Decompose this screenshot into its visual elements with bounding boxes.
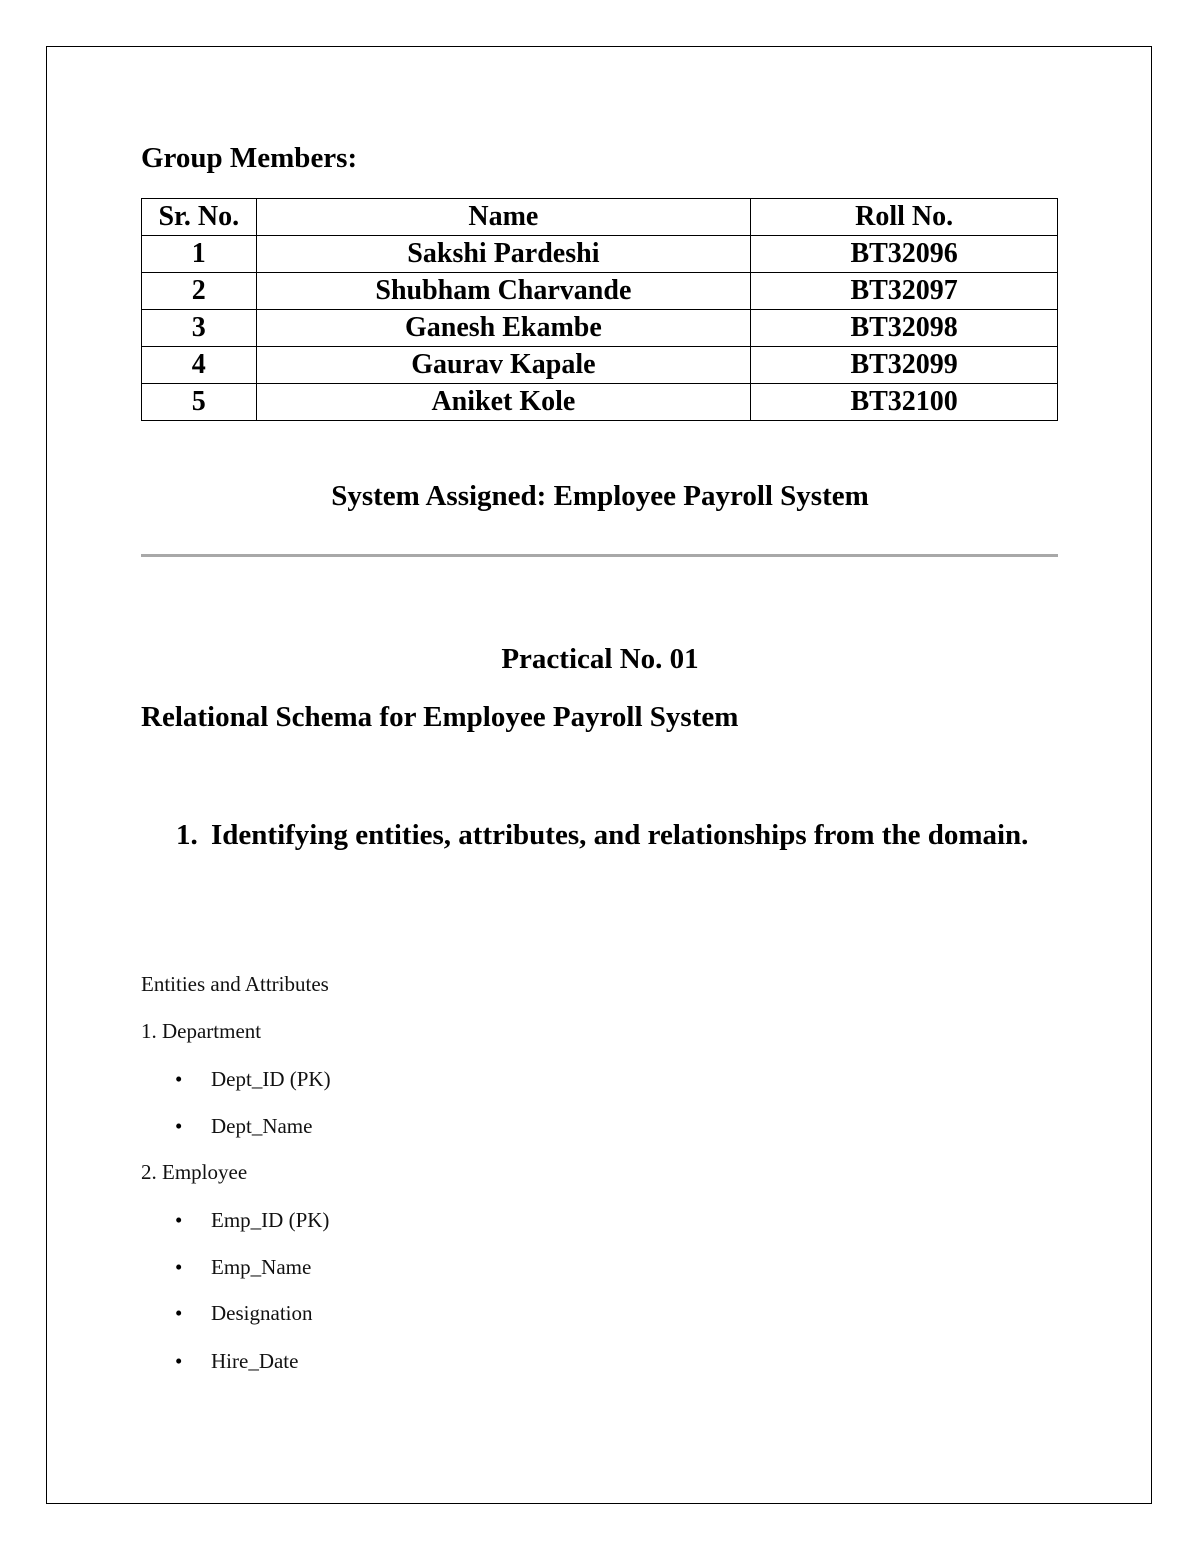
cell-sr-no: 3 xyxy=(142,310,257,347)
entities-heading: Entities and Attributes xyxy=(141,972,329,996)
entity-title-department: 1. Department xyxy=(141,1019,262,1043)
attribute-item: Dept_Name xyxy=(211,1114,313,1138)
bullet-icon: • xyxy=(175,1208,183,1232)
cell-roll-no: BT32097 xyxy=(751,273,1058,310)
table-row xyxy=(142,384,1058,421)
table-row xyxy=(142,347,1058,384)
cell-name: Aniket Kole xyxy=(256,384,751,421)
cell-name: Gaurav Kapale xyxy=(256,347,751,384)
cell-name: Sakshi Pardeshi xyxy=(256,236,751,273)
entity-title-employee: 2. Employee xyxy=(141,1160,248,1184)
table-row xyxy=(142,273,1058,310)
cell-sr-no: 2 xyxy=(142,273,257,310)
table-row xyxy=(142,236,1058,273)
members-table xyxy=(141,198,1058,421)
header-roll-no: Roll No. xyxy=(751,199,1058,236)
cell-sr-no: 4 xyxy=(142,347,257,384)
horizontal-divider xyxy=(141,554,1058,557)
cell-roll-no: BT32099 xyxy=(751,347,1058,384)
attribute-item: Emp_ID (PK) xyxy=(211,1208,330,1232)
section-text: Identifying entities, attributes, and relationships from the domain. xyxy=(211,819,1029,851)
bullet-icon: • xyxy=(175,1301,183,1325)
cell-sr-no: 1 xyxy=(142,236,257,273)
attribute-item: Emp_Name xyxy=(211,1255,312,1279)
cell-name: Ganesh Ekambe xyxy=(256,310,751,347)
cell-roll-no: BT32100 xyxy=(751,384,1058,421)
bullet-icon: • xyxy=(175,1114,183,1138)
table-header-row xyxy=(142,199,1058,236)
system-assigned-heading: System Assigned: Employee Payroll System xyxy=(331,480,869,512)
table-row xyxy=(142,310,1058,347)
section-heading xyxy=(176,814,1036,856)
attribute-item: Designation xyxy=(211,1301,313,1325)
bullet-icon: • xyxy=(175,1067,183,1091)
schema-title: Relational Schema for Employee Payroll System xyxy=(141,701,739,733)
cell-roll-no: BT32098 xyxy=(751,310,1058,347)
cell-roll-no: BT32096 xyxy=(751,236,1058,273)
attribute-item: Dept_ID (PK) xyxy=(211,1067,331,1091)
attribute-item: Hire_Date xyxy=(211,1349,299,1373)
cell-sr-no: 5 xyxy=(142,384,257,421)
bullet-icon: • xyxy=(175,1349,183,1373)
cell-name: Shubham Charvande xyxy=(256,273,751,310)
bullet-icon: • xyxy=(175,1255,183,1279)
group-members-heading: Group Members: xyxy=(141,142,358,174)
practical-title: Practical No. 01 xyxy=(501,643,699,675)
header-sr-no: Sr. No. xyxy=(142,199,257,236)
header-name: Name xyxy=(256,199,751,236)
section-number: 1. xyxy=(176,819,198,851)
